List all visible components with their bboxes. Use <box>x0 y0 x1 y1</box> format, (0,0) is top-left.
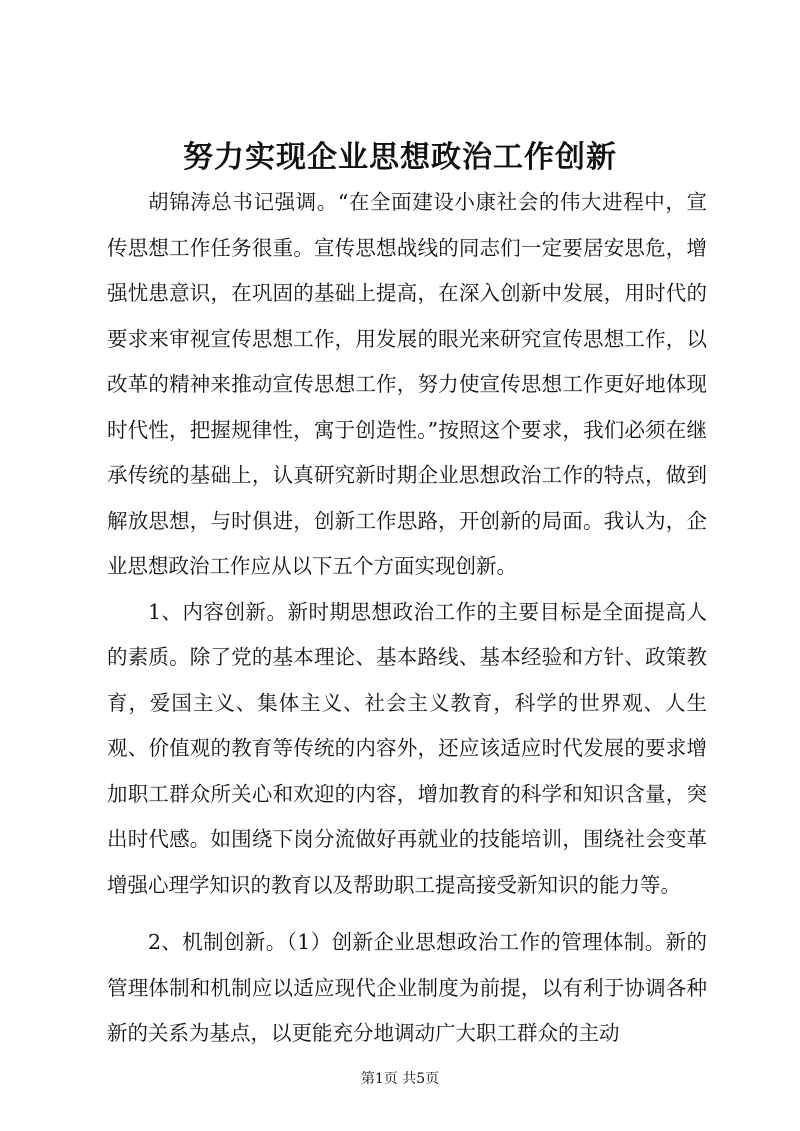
paragraph-intro: 胡锦涛总书记强调。“在全面建设小康社会的伟大进程中，宣传思想工作任务很重。宣传思想战线的同志们一定要居安思危，增强忧患意识，在巩固的基础上提高，在深入创新中发展，用时代的要求来审视宣传思想工作，用发展的眼光来研究宣传思想工作，以改革的精神来推动宣传思想工作，努力使宣传思想工作更好地体现时代性，把握规律性，寓于创造性。”按照这个要求，我们必须在继承传统的基础上，认真研究新时期企业思想政治工作的特点，做到解放思想，与时俱进，创新工作思路，开创新的局面。我认为，企业思想政治工作应从以下五个方面实现创新。 <box>107 190 707 578</box>
document-body <box>107 180 707 1057</box>
paragraph-content-innovation: 1、内容创新。新时期思想政治工作的主要目标是全面提高人的素质。除了党的基本理论、基本路线、基本经验和方针、政策教育，爱国主义、集体主义、社会主义教育，科学的世界观、人生观、价值观的教育等传统的内容外，还应该适应时代发展的要求增加职工群众所关心和欢迎的内容，增加教育的科学和知识含量，突出时代感。如围绕下岗分流做好再就业的技能培训，围绕社会变革增强心理学知识的教育以及帮助职工提高接受新知识的能力等。 <box>107 599 707 897</box>
document-title: 努力实现企业思想政治工作创新 <box>183 140 617 175</box>
paragraph-mechanism-innovation: 2、机制创新。（1）创新企业思想政治工作的管理体制。新的管理体制和机制应以适应现代企业制度为前提，以有利于协调各种新的关系为基点，以更能充分地调动广大职工群众的主动 <box>107 930 707 1045</box>
page-footer: 第1页 共5页 <box>360 1071 440 1087</box>
